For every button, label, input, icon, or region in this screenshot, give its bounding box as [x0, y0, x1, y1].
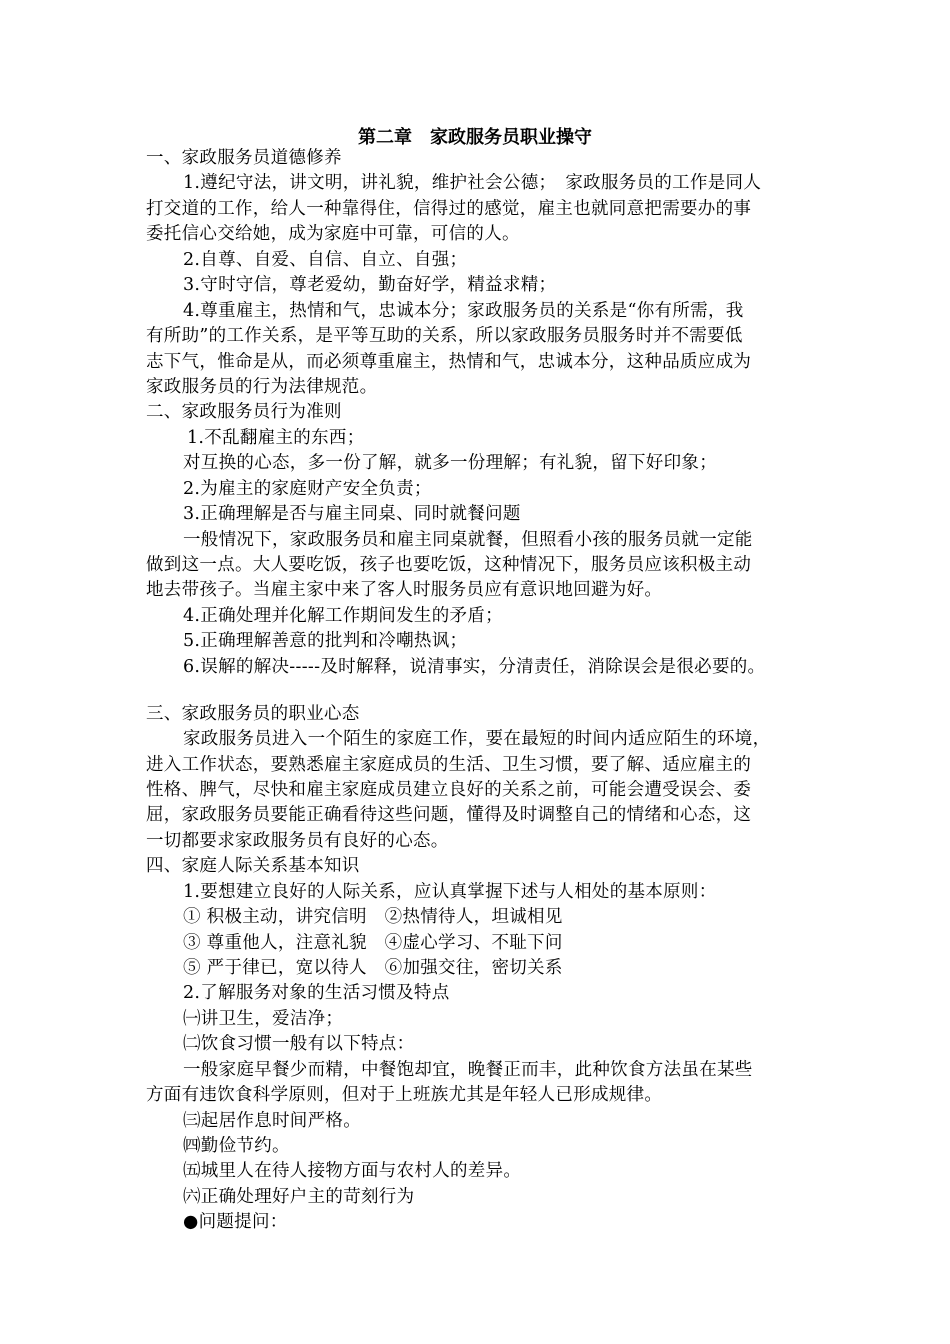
list-item: 2.为雇主的家庭财产安全负责；: [183, 479, 432, 499]
chapter-title: 第二章 家政服务员职业操守: [358, 127, 592, 148]
paragraph-line: 家政服务员的行为法律规范。: [146, 377, 378, 397]
paragraph-line: 打交道的工作，给人一种靠得住，信得过的感觉，雇主也就同意把需要办的事: [146, 199, 752, 219]
list-item: 3.守时守信，尊老爱幼，勤奋好学，精益求精；: [183, 275, 557, 295]
sub-item: ㈢起居作息时间严格。: [183, 1111, 361, 1131]
section-heading-4: 四、家庭人际关系基本知识: [146, 856, 360, 876]
paragraph-line: 进入工作状态，要熟悉雇主家庭成员的生活、卫生习惯，要了解、适应雇主的: [146, 755, 752, 775]
principle-row: ⑤ 严于律已，宽以待人 ⑥加强交往，密切关系: [183, 958, 563, 978]
list-item: 5.正确理解善意的批判和冷嘲热讽；: [183, 631, 468, 651]
paragraph-line: 性格、脾气，尽快和雇主家庭成员建立良好的关系之前，可能会遭受误会、委: [146, 780, 752, 800]
question-prompt: ●问题提问：: [183, 1212, 288, 1232]
section-heading-2: 二、家政服务员行为准则: [146, 402, 342, 422]
sub-item: ㈣勤俭节约。: [183, 1136, 290, 1156]
paragraph-line: 有所助”的工作关系，是平等互助的关系，所以家政服务员服务时并不需要低: [146, 326, 743, 346]
principle-row: ① 积极主动，讲究信明 ②热情待人，坦诚相见: [183, 907, 563, 927]
paragraph-line: 一般家庭早餐少而精，中餐饱却宜，晚餐正而丰，此种饮食方法虽在某些: [183, 1060, 753, 1080]
paragraph-line: 家政服务员进入一个陌生的家庭工作，要在最短的时间内适应陌生的环境，: [183, 729, 771, 749]
list-item: 3.正确理解是否与雇主同桌、同时就餐问题: [183, 504, 521, 524]
paragraph-line: 对互换的心态，多一份了解，就多一份理解；有礼貌，留下好印象；: [183, 453, 717, 473]
list-item: 6.误解的解决-----及时解释，说清事实，分清责任，消除误会是很必要的。: [183, 657, 766, 677]
paragraph-line: 4.尊重雇主，热情和气，忠诚本分；家政服务员的关系是“你有所需，我: [183, 301, 744, 321]
list-item: 1.不乱翻雇主的东西；: [187, 428, 365, 448]
list-item: 4.正确处理并化解工作期间发生的矛盾；: [183, 606, 503, 626]
list-item: 2.了解服务对象的生活习惯及特点: [183, 983, 450, 1003]
paragraph-line: 屈，家政服务员要能正确看待这些问题，懂得及时调整自己的情绪和心态，这: [146, 805, 752, 825]
paragraph-line: 地去带孩子。当雇主家中来了客人时服务员应有意识地回避为好。: [146, 580, 663, 600]
principle-row: ③ 尊重他人，注意礼貌 ④虚心学习、不耻下问: [183, 933, 563, 953]
sub-item: ㈠讲卫生，爱洁净；: [183, 1009, 344, 1029]
paragraph-line: 一切都要求家政服务员有良好的心态。: [146, 831, 449, 851]
paragraph-line: 做到这一点。大人要吃饭，孩子也要吃饭，这种情况下，服务员应该积极主动: [146, 555, 752, 575]
list-item: 1.要想建立良好的人际关系，应认真掌握下述与人相处的基本原则：: [183, 882, 717, 902]
paragraph-line: 一般情况下，家政服务员和雇主同桌就餐，但照看小孩的服务员就一定能: [183, 530, 753, 550]
section-heading-3: 三、家政服务员的职业心态: [146, 704, 360, 724]
section-heading-1: 一、家政服务员道德修养: [146, 148, 342, 168]
list-item: 2.自尊、自爱、自信、自立、自强；: [183, 250, 468, 270]
paragraph-line: 方面有违饮食科学原则，但对于上班族尤其是年轻人已形成规律。: [146, 1085, 663, 1105]
sub-item: ㈤城里人在待人接物方面与农村人的差异。: [183, 1161, 522, 1181]
paragraph-line: 志下气，惟命是从，而必须尊重雇主，热情和气，忠诚本分，这种品质应成为: [146, 352, 752, 372]
sub-item: ㈥正确处理好户主的苛刻行为: [183, 1187, 415, 1207]
sub-item: ㈡饮食习惯一般有以下特点：: [183, 1034, 415, 1054]
paragraph-line: 委托信心交给她，成为家庭中可靠，可信的人。: [146, 224, 520, 244]
paragraph-line: 1.遵纪守法，讲文明，讲礼貌，维护社会公德； 家政服务员的工作是同人: [183, 173, 762, 193]
